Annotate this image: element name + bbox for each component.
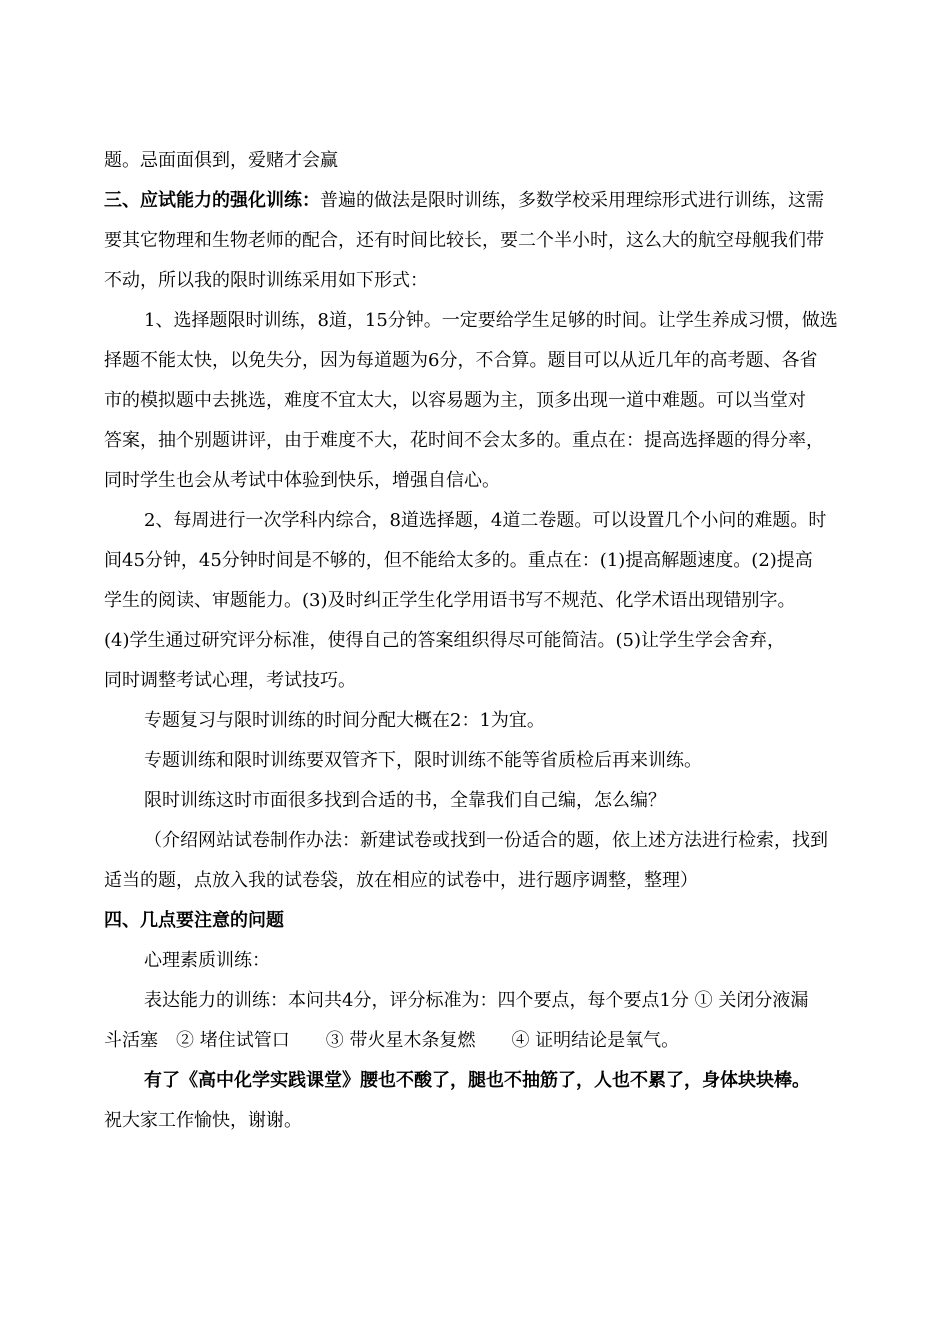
paragraph-line: 不动，所以我的限时训练采用如下形式： <box>104 270 428 291</box>
paragraph-line: 限时训练这时市面很多找到合适的书，全靠我们自己编，怎么编？ <box>144 790 666 811</box>
item-two-line: 2、每周进行一次学科内综合，8道选择题，4道二卷题。可以设置几个小问的难题。时 <box>144 510 827 531</box>
paragraph-line: 专题复习与限时训练的时间分配大概在2：1为宜。 <box>144 710 545 731</box>
paragraph-line: 同时调整考试心理，考试技巧。 <box>104 670 356 691</box>
section-three-line <box>104 186 824 212</box>
paragraph-line: 要其它物理和生物老师的配合，还有时间比较长，要二个半小时，这么大的航空母舰我们带 <box>104 230 824 251</box>
item-one-line: 1、选择题限时训练，8道，15分钟。一定要给学生足够的时间。让学生养成习惯，做选 <box>144 310 838 331</box>
paragraph-line: 市的模拟题中去挑选，难度不宜太大，以容易题为主，顶多出现一道中难题。可以当堂对 <box>104 390 806 411</box>
paragraph-line: 间45分钟，45分钟时间是不够的，但不能给太多的。重点在：(1)提高解题速度。(2)提高 <box>104 550 813 571</box>
paragraph-line: (4)学生通过研究评分标准，使得自己的答案组织得尽可能简洁。(5)让学生学会舍弃， <box>104 630 785 651</box>
paragraph-line: （介绍网站试卷制作办法：新建试卷或找到一份适合的题，依上述方法进行检索，找到 <box>144 830 828 851</box>
paragraph-line: 答案，抽个别题讲评，由于难度不大，花时间不会太多的。重点在：提高选择题的得分率， <box>104 430 824 451</box>
paragraph-line: 表达能力的训练：本问共4分，评分标准为：四个要点，每个要点1分 ① 关闭分液漏 <box>144 990 809 1011</box>
paragraph-line: 适当的题，点放入我的试卷袋，放在相应的试卷中，进行题序调整，整理） <box>104 870 698 891</box>
section-four-heading: 四、几点要注意的问题 <box>104 910 284 931</box>
section-three-lead-text: 普遍的做法是限时训练，多数学校采用理综形式进行训练，这需 <box>320 190 824 211</box>
paragraph-line: 题。忌面面俱到，爱赌才会赢 <box>104 150 338 171</box>
paragraph-line: 斗活塞 ② 堵住试管口 ③ 带火星木条复燃 ④ 证明结论是氧气。 <box>104 1030 680 1051</box>
section-three-heading: 三、应试能力的强化训练： <box>104 190 320 211</box>
paragraph-line: 择题不能太快，以免失分，因为每道题为6分，不合算。题目可以从近几年的高考题、各省 <box>104 350 818 371</box>
paragraph-line: 心理素质训练： <box>144 950 270 971</box>
closing-bold-line: 有了《高中化学实践课堂》腰也不酸了，腿也不抽筋了，人也不累了，身体块块棒。 <box>144 1070 810 1091</box>
paragraph-line: 专题训练和限时训练要双管齐下，限时训练不能等省质检后再来训练。 <box>144 750 702 771</box>
paragraph-line: 同时学生也会从考试中体验到快乐，增强自信心。 <box>104 470 500 491</box>
paragraph-line: 学生的阅读、审题能力。(3)及时纠正学生化学用语书写不规范、化学术语出现错别字。 <box>104 590 796 611</box>
closing-line: 祝大家工作愉快，谢谢。 <box>104 1110 302 1131</box>
